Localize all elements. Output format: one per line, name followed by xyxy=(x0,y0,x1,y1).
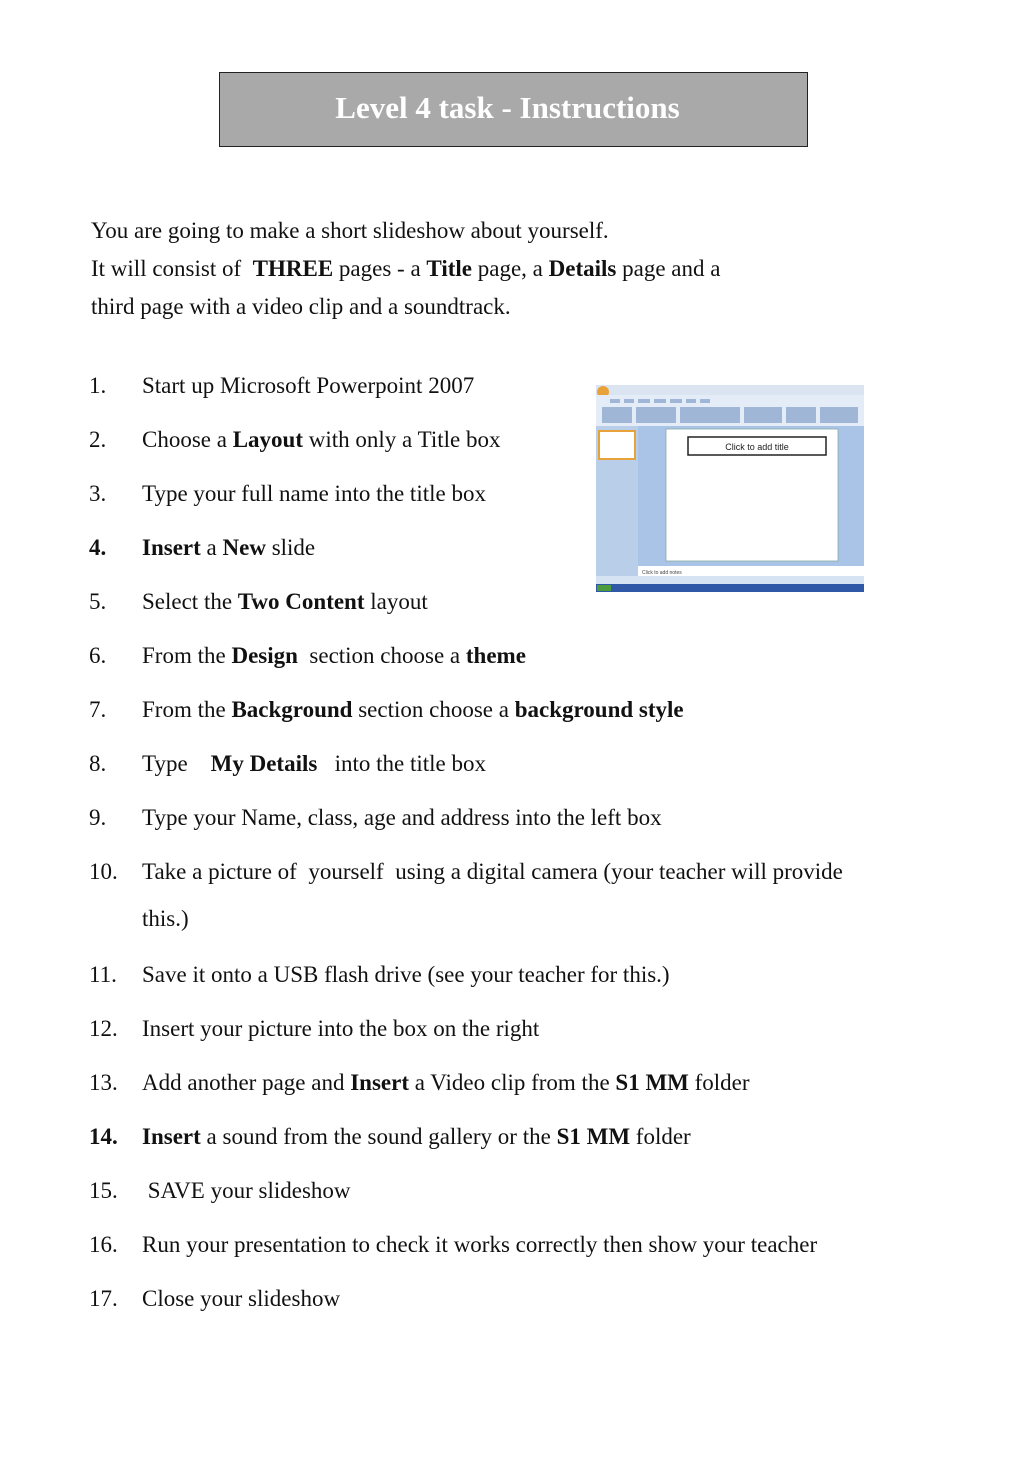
step-number: 6. xyxy=(89,643,107,668)
bold-text: Two Content xyxy=(237,589,365,614)
bold-text: Details xyxy=(548,256,617,281)
step-text xyxy=(142,1005,932,1052)
powerpoint-screenshot xyxy=(596,385,864,592)
step-number: 7. xyxy=(89,697,107,722)
step-number: 10. xyxy=(89,859,118,884)
bold-text: Background xyxy=(231,697,353,722)
text-run: a sound from the sound gallery or the xyxy=(200,1124,557,1149)
step-number: 16. xyxy=(89,1232,118,1257)
step-number: 5. xyxy=(89,589,107,614)
text-run: Run your presentation to check it works correctly then show your teacher xyxy=(142,1232,818,1257)
text-run: with only a Title box xyxy=(303,427,501,452)
step-number: 3. xyxy=(89,481,107,506)
text-run: Close your slideshow xyxy=(142,1286,341,1311)
page-title: Level 4 task - Instructions xyxy=(335,89,680,125)
text-run: section choose a xyxy=(352,697,515,722)
step-text xyxy=(142,1221,932,1268)
step-number: 4. xyxy=(89,535,107,560)
bold-text: Insert xyxy=(142,1124,201,1149)
text-run: a xyxy=(200,535,223,560)
click-to-add-notes-label: Click to add notes xyxy=(642,570,682,576)
intro-line-2 xyxy=(91,250,991,288)
bold-text: THREE xyxy=(252,256,334,281)
intro-line-1: You are going to make a short slideshow about yourself. xyxy=(91,218,609,243)
bold-text: Insert xyxy=(142,535,201,560)
step-text xyxy=(142,1113,932,1160)
text-run: page, a xyxy=(472,256,549,281)
text-run: Insert your picture into the box on the right xyxy=(142,1016,540,1041)
text-run: folder xyxy=(630,1124,691,1149)
text-run: From the xyxy=(142,697,232,722)
bold-text: Title xyxy=(426,256,472,281)
text-run: into the title box xyxy=(317,751,486,776)
text-run: Select the xyxy=(142,589,238,614)
text-run: section choose a xyxy=(297,643,466,668)
title-banner xyxy=(219,72,808,147)
click-to-add-title-label: Click to add title xyxy=(725,442,789,452)
step-number: 12. xyxy=(89,1016,118,1041)
step-text xyxy=(142,848,882,942)
bold-text: My Details xyxy=(210,751,318,776)
step-text xyxy=(142,1275,932,1322)
bold-text: theme xyxy=(465,643,526,668)
step-number: 9. xyxy=(89,805,107,830)
step-number: 17. xyxy=(89,1286,118,1311)
step-text xyxy=(142,951,932,998)
text-run: From the xyxy=(142,643,232,668)
bold-text: Layout xyxy=(232,427,304,452)
step-number: 8. xyxy=(89,751,107,776)
intro-line-3: third page with a video clip and a soundtrack. xyxy=(91,294,511,319)
step-number: 1. xyxy=(89,373,107,398)
intro-paragraph xyxy=(91,212,991,326)
step-text xyxy=(142,1059,932,1106)
text-run: a Video clip from the xyxy=(408,1070,616,1095)
step-number: 2. xyxy=(89,427,107,452)
text-run: page and a xyxy=(616,256,721,281)
text-run: Type your Name, class, age and address into the left box xyxy=(142,805,662,830)
bold-text: New xyxy=(222,535,266,560)
step-number: 14. xyxy=(89,1124,118,1149)
text-run: It will consist of xyxy=(91,256,253,281)
text-run: Type your full name into the title box xyxy=(142,481,486,506)
step-text xyxy=(142,632,932,679)
text-run: slide xyxy=(265,535,316,560)
step-number: 11. xyxy=(89,962,117,987)
bold-text: S1 MM xyxy=(556,1124,631,1149)
text-run: Type xyxy=(142,751,211,776)
text-run: Start up Microsoft Powerpoint 2007 xyxy=(142,373,475,398)
text-run: pages - a xyxy=(333,256,427,281)
bold-text: Design xyxy=(231,643,298,668)
step-text xyxy=(142,740,932,787)
bold-text: background style xyxy=(514,697,684,722)
text-run: SAVE your slideshow xyxy=(142,1178,351,1203)
bold-text: Insert xyxy=(350,1070,409,1095)
bold-text: S1 MM xyxy=(615,1070,689,1095)
text-run: layout xyxy=(364,589,428,614)
step-number: 15. xyxy=(89,1178,118,1203)
text-run: folder xyxy=(688,1070,750,1095)
text-run: Choose a xyxy=(142,427,233,452)
text-run: Take a picture of yourself using a digital camera (your teacher will provide this.) xyxy=(142,859,849,931)
step-number: 13. xyxy=(89,1070,118,1095)
step-text xyxy=(142,794,932,841)
text-run: Add another page and xyxy=(142,1070,351,1095)
text-run: Save it onto a USB flash drive (see your teacher for this.) xyxy=(142,962,670,987)
step-text xyxy=(142,1167,932,1214)
step-text xyxy=(142,686,932,733)
